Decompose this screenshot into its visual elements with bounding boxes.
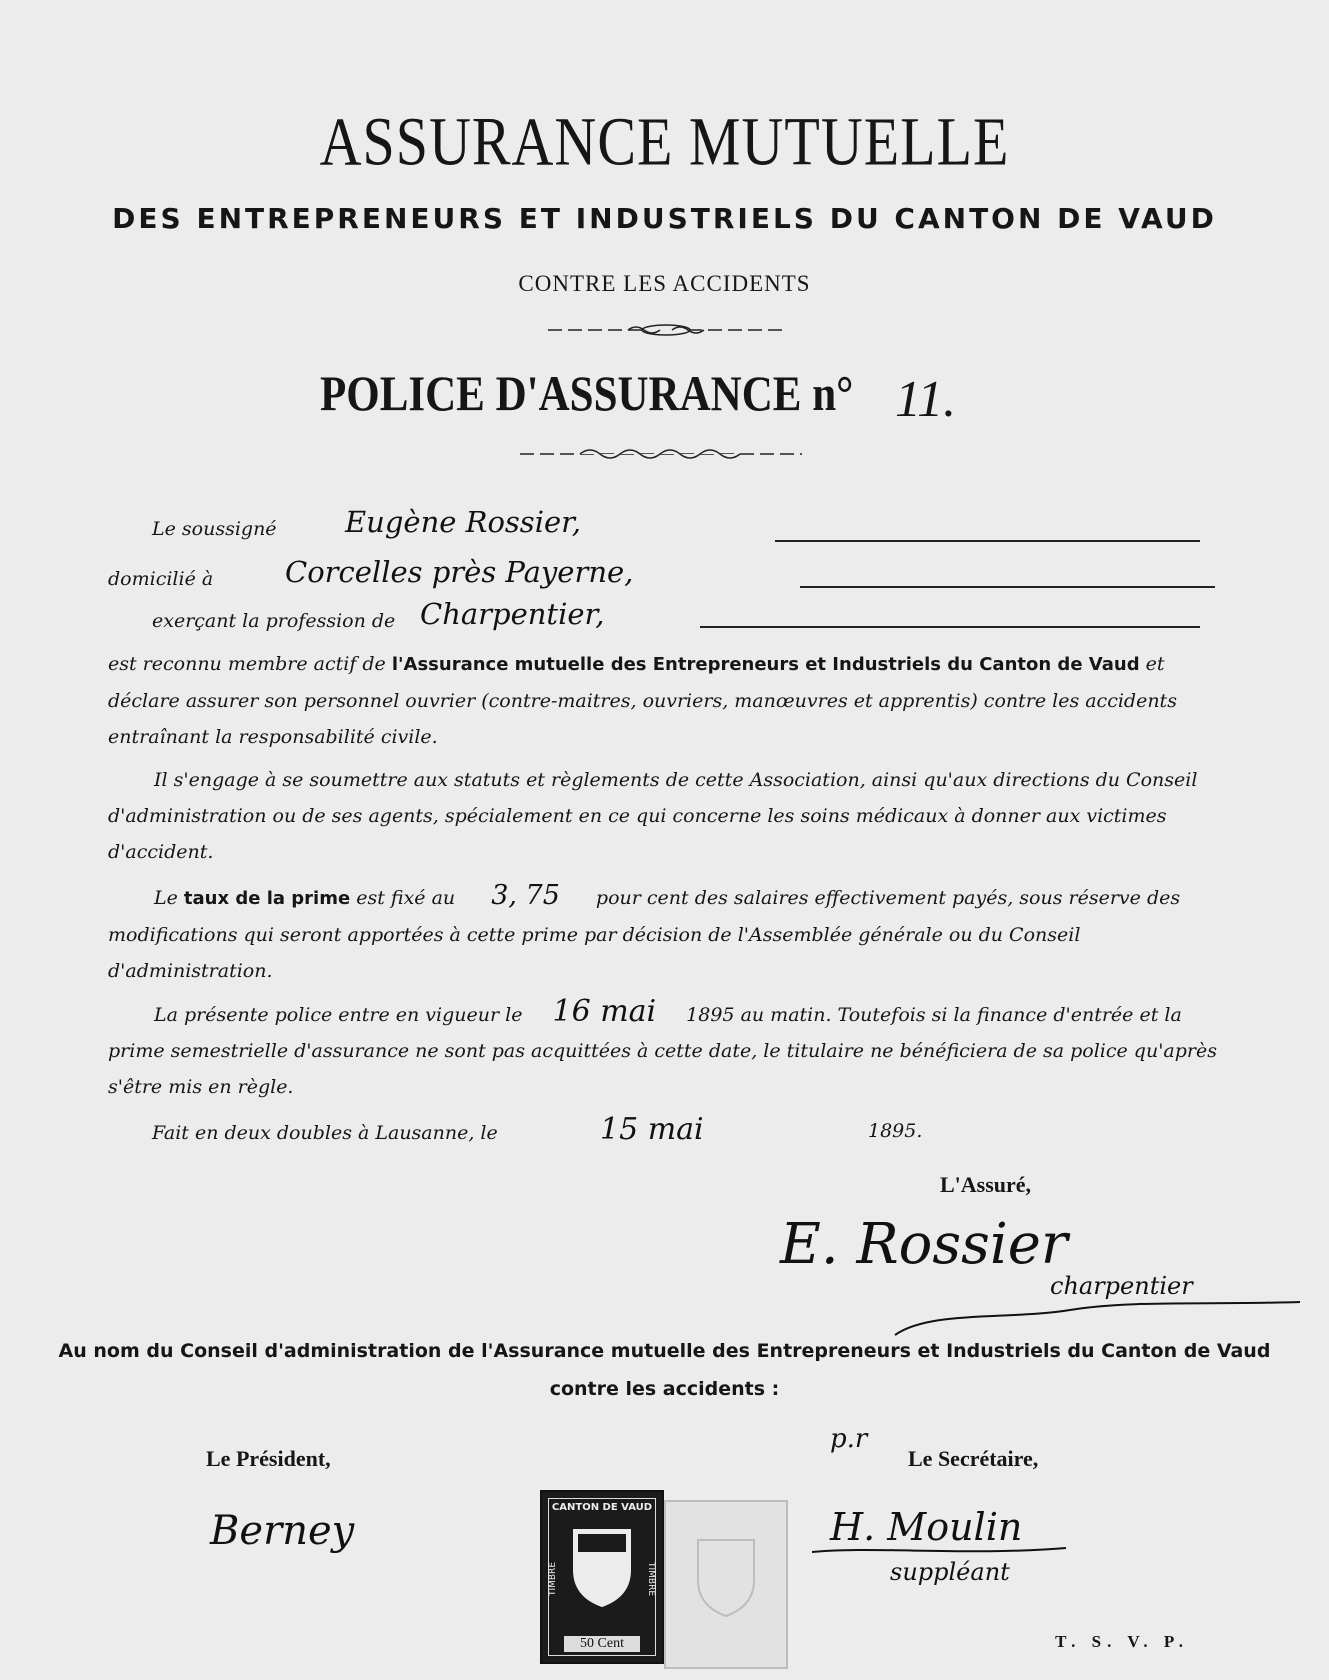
domicile-value: Corcelles près Payerne, bbox=[285, 555, 634, 589]
policy-number: 11. bbox=[895, 371, 957, 428]
document-title: ASSURANCE MUTUELLE bbox=[319, 103, 1010, 180]
assure-profession-note: charpentier bbox=[1050, 1272, 1193, 1300]
secretary-signature: H. Moulin bbox=[830, 1505, 1023, 1549]
president-label: Le Président, bbox=[206, 1446, 331, 1471]
turn-over-note: T. S. V. P. bbox=[1055, 1632, 1189, 1651]
paragraph-validity: La présente police entre en vigueur le 16 mai 1895 au matin. Toutefois si la finance d'entrée et la prime semestrielle d'assurance ne sont pas acquittées à cette date, le titulaire ne bénéficiera de sa police qu'après s'être mis en règle. bbox=[108, 994, 1217, 1098]
stamp-top-text: CANTON DE VAUD bbox=[551, 1502, 653, 1513]
assure-signature: E. Rossier bbox=[780, 1212, 1068, 1277]
premium-rate: 3, 75 bbox=[491, 880, 560, 911]
fait-year: 1895. bbox=[868, 1120, 923, 1142]
stamp-side-left: TIMBRE bbox=[548, 1562, 558, 1597]
premium-label: taux de la prime bbox=[183, 888, 351, 909]
stamp-side-right: TIMBRE bbox=[646, 1562, 656, 1597]
signature-underline bbox=[810, 1540, 1070, 1560]
fill-line bbox=[700, 626, 1200, 628]
fill-line bbox=[800, 586, 1215, 588]
ornament-divider-bottom bbox=[520, 446, 802, 462]
president-signature: Berney bbox=[210, 1508, 355, 1554]
shield-icon bbox=[694, 1536, 758, 1618]
validity-date: 16 mai bbox=[552, 994, 657, 1029]
profession-label: exerçant la profession de bbox=[152, 610, 396, 632]
policy-title: POLICE D'ASSURANCE n° bbox=[320, 367, 854, 422]
document-subtitle: DES ENTREPRENEURS ET INDUSTRIELS DU CANTON DE VAUD bbox=[112, 202, 1217, 235]
paragraph-premium: Le taux de la prime est fixé au 3, 75 pour cent des salaires effectivement payés, sous réserve des modifications qui seront apportées à cette prime par décision de l'Assemblée générale ou du Conseil d'administration. bbox=[108, 880, 1181, 982]
shield-icon bbox=[570, 1526, 634, 1608]
fait-label: Fait en deux doubles à Lausanne, le bbox=[152, 1122, 498, 1144]
secretary-prefix: p.r bbox=[830, 1424, 868, 1454]
soussigne-value: Eugène Rossier, bbox=[345, 505, 582, 539]
document-subheading: CONTRE LES ACCIDENTS bbox=[518, 271, 811, 296]
fait-date: 15 mai bbox=[600, 1112, 704, 1147]
secretary-note: suppléant bbox=[890, 1558, 1010, 1586]
association-name: l'Assurance mutuelle des Entrepreneurs et Industriels du Canton de Vaud bbox=[391, 654, 1140, 675]
revenue-stamp bbox=[540, 1490, 664, 1664]
profession-value: Charpentier, bbox=[420, 597, 605, 631]
paragraph-membership: est reconnu membre actif de l'Assurance mutuelle des Entrepreneurs et Industriels du Canton de Vaud et déclare assurer son personnel ouvrier (contre-maitres, ouvriers, manœuvres et apprentis) contre les accidents entraînant la responsabilité civile. bbox=[108, 653, 1177, 748]
ornament-divider-top bbox=[548, 322, 784, 338]
fill-line bbox=[775, 540, 1200, 542]
council-statement: Au nom du Conseil d'administration de l'Assurance mutuelle des Entrepreneurs et Industriels du Canton de Vaud contre les accidents : bbox=[58, 1340, 1271, 1400]
stamp-value: 50 Cent bbox=[564, 1636, 640, 1652]
assure-label: L'Assuré, bbox=[940, 1172, 1032, 1197]
faded-stamp bbox=[664, 1500, 788, 1669]
paragraph-engagement: Il s'engage à se soumettre aux statuts et règlements de cette Association, ainsi qu'aux directions du Conseil d'administration ou de ses agents, spécialement en ce qui concerne les soins médicaux à donner aux victimes d'accident. bbox=[108, 769, 1198, 863]
soussigne-label: Le soussigné bbox=[152, 518, 277, 540]
signature-flourish bbox=[890, 1280, 1310, 1340]
secretary-label: Le Secrétaire, bbox=[908, 1446, 1039, 1471]
domicile-label: domicilié à bbox=[108, 568, 214, 590]
